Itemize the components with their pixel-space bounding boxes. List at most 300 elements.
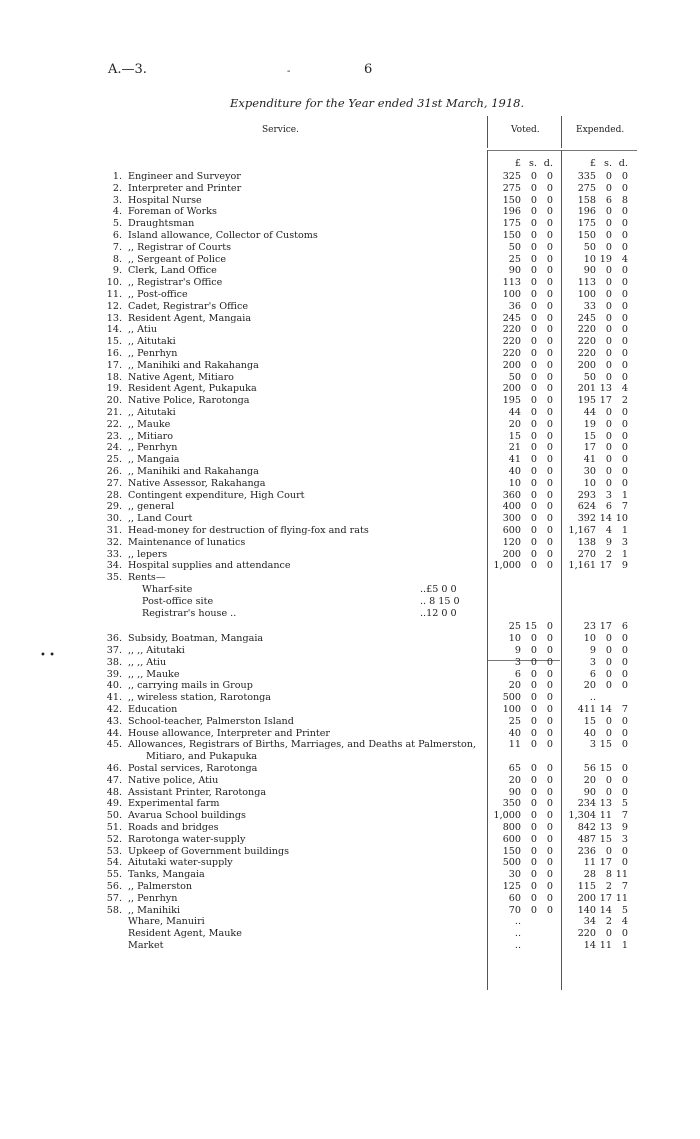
- row-voted-shillings: 0: [530, 904, 537, 916]
- row-voted-pounds: 10: [508, 477, 521, 489]
- row-expended-pounds: 15: [583, 430, 596, 442]
- row-expended-pounds: 34: [583, 916, 596, 928]
- row-expended-pence: 0: [621, 656, 628, 668]
- row-voted-pounds: 6: [514, 668, 521, 680]
- row-expended-pence: 0: [621, 407, 628, 418]
- row-expended-shillings: 0: [605, 715, 612, 727]
- row-voted-pence: 0: [546, 265, 553, 277]
- row-expended-shillings: 0: [605, 336, 612, 348]
- row-voted-pounds: 50: [508, 241, 521, 253]
- row-expended-pounds: 28: [583, 869, 596, 881]
- row-voted-pence: 0: [546, 536, 553, 548]
- row-expended-pounds: 1,161: [568, 560, 596, 572]
- row-voted-pence: 0: [546, 454, 553, 466]
- row-voted-pounds: 220: [502, 324, 521, 336]
- row-voted-pence: 0: [546, 230, 553, 241]
- row-expended-pence: 0: [621, 371, 628, 383]
- row-number: 21.: [106, 407, 122, 418]
- row-service: Cadet, Registrar's Office: [128, 300, 249, 312]
- row-voted-shillings: 0: [530, 786, 537, 798]
- row-expended-pounds: 50: [583, 371, 596, 383]
- row-number: 52.: [106, 833, 122, 845]
- row-service: Head-money for destruction of flying-fox and rats: [128, 525, 369, 536]
- row-voted-pounds: 125: [502, 881, 521, 892]
- row-service: Hospital supplies and attendance: [128, 560, 291, 572]
- row-expended-pence: 8: [621, 194, 628, 206]
- row-voted-shillings: 0: [530, 477, 537, 489]
- row-voted-pounds: 20: [508, 418, 521, 430]
- row-number: 31.: [106, 525, 122, 536]
- row-expended-shillings: 15: [599, 763, 612, 774]
- row-service: Subsidy, Boatman, Mangaia: [128, 633, 264, 645]
- row-voted-shillings: 0: [530, 645, 537, 656]
- row-voted-shillings: 0: [530, 501, 537, 513]
- row-voted-shillings: 0: [530, 371, 537, 383]
- table-title: Expenditure for the Year ended 31st March, 1918.: [230, 96, 525, 110]
- row-voted-shillings: 0: [530, 171, 537, 182]
- row-number: 6.: [112, 230, 122, 241]
- row-voted-pounds: 800: [502, 822, 521, 833]
- row-voted-pounds: 40: [508, 727, 521, 739]
- row-expended-pounds: 9: [589, 645, 596, 656]
- row-number: 20.: [106, 395, 122, 407]
- row-expended-shillings: 0: [605, 645, 612, 656]
- row-voted-pence: 0: [546, 277, 553, 289]
- row-voted-pence: 0: [546, 845, 553, 857]
- row-expended-shillings: 17: [599, 892, 612, 904]
- row-voted-pounds: 100: [502, 289, 521, 300]
- row-voted-pence: 0: [546, 395, 553, 407]
- row-number: 8.: [112, 253, 122, 265]
- column-header-service: Service.: [262, 125, 299, 135]
- row-expended-pounds: 392: [577, 513, 596, 525]
- row-expended-pence: 4: [621, 383, 628, 395]
- row-voted-shillings: 0: [530, 277, 537, 289]
- row-voted-shillings: 0: [530, 548, 537, 560]
- row-expended-shillings: 0: [605, 312, 612, 324]
- row-voted-shillings: 0: [530, 857, 537, 869]
- row-number: 25.: [106, 454, 122, 466]
- row-voted-shillings: 0: [530, 513, 537, 525]
- row-expended-pence: 11: [615, 869, 628, 881]
- row-voted-shillings: 0: [530, 359, 537, 371]
- row-expended-pounds: 14: [583, 940, 596, 951]
- row-expended-pence: 0: [621, 786, 628, 798]
- row-voted-pounds: 20: [508, 774, 521, 786]
- row-expended-pence: 0: [621, 171, 628, 182]
- row-expended-shillings: 0: [605, 265, 612, 277]
- row-expended-shillings: 14: [599, 513, 612, 525]
- row-voted-shillings: 0: [530, 206, 537, 218]
- row-voted-pounds: 9: [514, 645, 521, 656]
- row-number: 27.: [106, 477, 122, 489]
- row-expended-pounds: 1,167: [568, 525, 596, 536]
- row-voted-pounds: 350: [502, 798, 521, 810]
- row-voted-shillings: 0: [530, 265, 537, 277]
- row-expended-pounds: 10: [583, 253, 596, 265]
- row-expended-shillings: 9: [605, 536, 612, 548]
- row-expended-pounds: 487: [577, 833, 596, 845]
- row-expended-pence: 0: [621, 466, 628, 477]
- row-voted-pence: 0: [546, 336, 553, 348]
- row-service: Allowances, Registrars of Births, Marriages, and Deaths at Palmerston,: [128, 739, 477, 751]
- row-expended-shillings: 14: [599, 704, 612, 715]
- row-number: 10.: [106, 277, 122, 289]
- row-expended-shillings: 14: [599, 904, 612, 916]
- row-expended-pounds: 40: [583, 727, 596, 739]
- row-voted-shillings: 0: [530, 810, 537, 822]
- row-number: 36.: [106, 633, 122, 645]
- row-voted-pounds: 150: [502, 230, 521, 241]
- row-expended-pounds: 6: [589, 668, 596, 680]
- row-service: ,, ,, Atiu: [128, 656, 167, 668]
- row-voted-pounds: 15: [508, 430, 521, 442]
- row-voted-pence: 0: [546, 477, 553, 489]
- row-voted-shillings: 0: [530, 253, 537, 265]
- row-expended-shillings: 0: [605, 241, 612, 253]
- row-voted-pence: 0: [546, 241, 553, 253]
- row-voted-pounds: 200: [502, 548, 521, 560]
- row-voted-pounds: 196: [502, 206, 521, 218]
- row-voted-pounds: ..: [514, 916, 521, 928]
- rents-total-voted-pence: 0: [546, 621, 553, 633]
- row-expended-pence: 11: [615, 892, 628, 904]
- row-voted-pounds: 500: [502, 857, 521, 869]
- row-expended-pence: 7: [621, 704, 628, 715]
- rule-header-bottom: [487, 150, 637, 151]
- row-service: Native police, Atiu: [128, 774, 219, 786]
- row-voted-pence: 0: [546, 822, 553, 833]
- row-number: 45.: [106, 739, 122, 751]
- row-expended-pounds: 245: [577, 312, 596, 324]
- row-voted-pence: 0: [546, 312, 553, 324]
- row-expended-pence: 0: [621, 845, 628, 857]
- row-voted-shillings: 0: [530, 324, 537, 336]
- row-expended-pence: 7: [621, 501, 628, 513]
- row-expended-pounds: 90: [583, 265, 596, 277]
- row-expended-pounds: 41: [583, 454, 596, 466]
- row-expended-shillings: 17: [599, 857, 612, 869]
- row-expended-shillings: 0: [605, 371, 612, 383]
- stray-mark: • •: [40, 650, 55, 661]
- row-voted-shillings: 0: [530, 194, 537, 206]
- row-service: ,, general: [128, 501, 175, 513]
- row-expended-pounds: 20: [583, 680, 596, 692]
- row-expended-shillings: 17: [599, 560, 612, 572]
- row-expended-pounds: 44: [583, 407, 596, 418]
- row-number: 7.: [112, 241, 122, 253]
- rents-total-expended-shillings: 17: [599, 621, 612, 633]
- row-voted-pence: 0: [546, 892, 553, 904]
- row-expended-pence: 0: [621, 265, 628, 277]
- row-voted-pounds: 25: [508, 715, 521, 727]
- row-number: 14.: [106, 324, 122, 336]
- row-expended-pounds: 20: [583, 774, 596, 786]
- row-voted-pounds: 25: [508, 253, 521, 265]
- row-expended-shillings: 13: [599, 798, 612, 810]
- row-voted-pence: 0: [546, 645, 553, 656]
- row-voted-pounds: 1,000: [493, 810, 521, 822]
- row-voted-shillings: 0: [530, 395, 537, 407]
- row-voted-pence: 0: [546, 171, 553, 182]
- row-expended-shillings: 0: [605, 289, 612, 300]
- row-expended-shillings: 0: [605, 300, 612, 312]
- row-service: Foreman of Works: [128, 206, 217, 218]
- row-voted-pence: 0: [546, 489, 553, 501]
- rule-top-expended: [561, 116, 562, 148]
- row-service: Resident Agent, Mangaia: [128, 312, 252, 324]
- row-expended-pounds: 150: [577, 230, 596, 241]
- row-voted-pence: 0: [546, 182, 553, 194]
- row-voted-pounds: 41: [508, 454, 521, 466]
- row-voted-shillings: 0: [530, 692, 537, 704]
- row-voted-pence: 0: [546, 513, 553, 525]
- row-expended-pence: 0: [621, 774, 628, 786]
- row-voted-pence: 0: [546, 833, 553, 845]
- row-expended-shillings: 0: [605, 324, 612, 336]
- row-number: 4.: [112, 206, 122, 218]
- row-number: 55.: [106, 869, 122, 881]
- column-header-voted: Voted.: [511, 125, 540, 135]
- row-service: Maintenance of lunatics: [128, 536, 246, 548]
- row-voted-pounds: 600: [502, 833, 521, 845]
- row-voted-pence: 0: [546, 348, 553, 359]
- row-voted-pounds: 150: [502, 845, 521, 857]
- row-expended-pence: 1: [621, 940, 628, 951]
- row-voted-shillings: 0: [530, 300, 537, 312]
- row-voted-shillings: 0: [530, 704, 537, 715]
- row-voted-shillings: 0: [530, 407, 537, 418]
- row-expended-shillings: 15: [599, 739, 612, 751]
- row-voted-pounds: 40: [508, 466, 521, 477]
- row-service: ,, ,, Aitutaki: [128, 645, 185, 656]
- row-service: Native Assessor, Rakahanga: [128, 477, 266, 489]
- row-expended-pence: 0: [621, 727, 628, 739]
- row-voted-shillings: 0: [530, 218, 537, 230]
- row-expended-shillings: 0: [605, 727, 612, 739]
- column-header-expended: Expended.: [576, 125, 625, 135]
- row-number: 16.: [106, 348, 122, 359]
- row-voted-shillings: 0: [530, 442, 537, 454]
- row-expended-pounds: 196: [577, 206, 596, 218]
- row-expended-pounds: 10: [583, 633, 596, 645]
- row-voted-shillings: 0: [530, 430, 537, 442]
- row-voted-pence: 0: [546, 668, 553, 680]
- row-voted-pence: 0: [546, 218, 553, 230]
- currency-voted-pence: d.: [543, 158, 553, 169]
- row-expended-pence: 0: [621, 277, 628, 289]
- row-voted-shillings: 0: [530, 560, 537, 572]
- row-expended-shillings: 2: [605, 548, 612, 560]
- row-expended-pence: 0: [621, 418, 628, 430]
- row-service: Rarotonga water-supply: [128, 833, 246, 845]
- row-voted-pence: 0: [546, 300, 553, 312]
- row-expended-pounds: ..: [589, 692, 596, 704]
- row-expended-shillings: 4: [605, 525, 612, 536]
- row-expended-pounds: 10: [583, 477, 596, 489]
- row-voted-shillings: 0: [530, 798, 537, 810]
- row-voted-pence: 0: [546, 739, 553, 751]
- row-voted-pence: 0: [546, 704, 553, 715]
- row-expended-shillings: 3: [605, 489, 612, 501]
- row-number: 47.: [106, 774, 122, 786]
- row-expended-pence: 0: [621, 477, 628, 489]
- row-service: ,, ,, Mauke: [128, 668, 180, 680]
- row-voted-shillings: 0: [530, 727, 537, 739]
- row-number: 44.: [106, 727, 122, 739]
- row-voted-pounds: 200: [502, 383, 521, 395]
- row-expended-shillings: 0: [605, 845, 612, 857]
- row-voted-pence: 0: [546, 371, 553, 383]
- row-service: Clerk, Land Office: [128, 265, 217, 277]
- row-voted-shillings: 0: [530, 289, 537, 300]
- row-expended-pence: 1: [621, 489, 628, 501]
- row-service: ,, Penrhyn: [128, 348, 178, 359]
- row-expended-pounds: 30: [583, 466, 596, 477]
- row-number: 56.: [106, 881, 122, 892]
- row-service: Native Agent, Mitiaro: [128, 371, 234, 383]
- row-service: ,, Aitutaki: [128, 336, 176, 348]
- row-number: 15.: [106, 336, 122, 348]
- row-expended-pounds: 3: [589, 656, 596, 668]
- row-voted-shillings: 0: [530, 241, 537, 253]
- page-number: 6: [364, 62, 373, 77]
- row-voted-pounds: 36: [508, 300, 521, 312]
- row-number: 22.: [106, 418, 122, 430]
- row-voted-pence: 0: [546, 810, 553, 822]
- row-voted-pounds: 220: [502, 348, 521, 359]
- row-expended-shillings: 6: [605, 194, 612, 206]
- row-voted-pence: 0: [546, 359, 553, 371]
- row-service: Upkeep of Government buildings: [128, 845, 290, 857]
- row-number: 3.: [112, 194, 122, 206]
- row-voted-pounds: 500: [502, 692, 521, 704]
- row-service: Contingent expenditure, High Court: [128, 489, 305, 501]
- row-voted-shillings: 0: [530, 454, 537, 466]
- rents-total-voted-pounds: 25: [508, 621, 521, 633]
- row-voted-pence: 0: [546, 727, 553, 739]
- row-number: 23.: [106, 430, 122, 442]
- row-expended-shillings: 11: [599, 940, 612, 951]
- row-expended-shillings: 0: [605, 477, 612, 489]
- row-expended-pence: 4: [621, 253, 628, 265]
- row-service: ,, Aitutaki: [128, 407, 176, 418]
- row-expended-pence: 3: [621, 536, 628, 548]
- row-service: Island allowance, Collector of Customs: [128, 230, 318, 241]
- row-voted-pounds: 113: [502, 277, 521, 289]
- row-voted-pence: 0: [546, 289, 553, 300]
- row-voted-pounds: 90: [508, 265, 521, 277]
- row-expended-pounds: 100: [577, 289, 596, 300]
- row-voted-pounds: 150: [502, 194, 521, 206]
- row-expended-shillings: 0: [605, 230, 612, 241]
- row-voted-pounds: 245: [502, 312, 521, 324]
- row-number: 28.: [106, 489, 122, 501]
- row-voted-shillings: 0: [530, 869, 537, 881]
- row-voted-pence: 0: [546, 692, 553, 704]
- currency-expended-shillings: s.: [604, 158, 612, 169]
- row-number: 29.: [106, 501, 122, 513]
- row-voted-pence: 0: [546, 680, 553, 692]
- row-voted-pounds: 44: [508, 407, 521, 418]
- row-voted-shillings: 0: [530, 822, 537, 833]
- row-expended-pence: 0: [621, 324, 628, 336]
- row-expended-pounds: 33: [583, 300, 596, 312]
- row-expended-pence: 0: [621, 739, 628, 751]
- row-expended-pence: 0: [621, 289, 628, 300]
- row-expended-shillings: 0: [605, 442, 612, 454]
- row-expended-pounds: 842: [577, 822, 596, 833]
- row-voted-pounds: 600: [502, 525, 521, 536]
- row-voted-shillings: 0: [530, 881, 537, 892]
- row-voted-pence: 0: [546, 253, 553, 265]
- row-expended-pence: 5: [621, 798, 628, 810]
- row-service: ,, Manihiki: [128, 904, 181, 916]
- row-voted-shillings: 0: [530, 489, 537, 501]
- currency-expended-pounds: £: [589, 158, 596, 169]
- row-expended-pence: 0: [621, 218, 628, 230]
- row-number: 12.: [106, 300, 122, 312]
- row-expended-shillings: 0: [605, 466, 612, 477]
- row-voted-pounds: 175: [502, 218, 521, 230]
- row-expended-pence: 0: [621, 715, 628, 727]
- row-expended-shillings: 15: [599, 833, 612, 845]
- row-voted-pence: 0: [546, 786, 553, 798]
- row-voted-shillings: 0: [530, 536, 537, 548]
- row-expended-pounds: 200: [577, 892, 596, 904]
- row-service: ,, Atiu: [128, 324, 158, 336]
- row-voted-pence: 0: [546, 430, 553, 442]
- row-number: 38.: [106, 656, 122, 668]
- row-expended-pence: 0: [621, 928, 628, 940]
- row-expended-pence: 7: [621, 881, 628, 892]
- row-voted-pence: 0: [546, 194, 553, 206]
- row-number: 49.: [106, 798, 122, 810]
- row-voted-pounds: 10: [508, 633, 521, 645]
- row-voted-pounds: 100: [502, 704, 521, 715]
- row-expended-pounds: 624: [577, 501, 596, 513]
- row-expended-pence: 0: [621, 430, 628, 442]
- row-expended-shillings: 0: [605, 786, 612, 798]
- row-expended-pounds: 56: [583, 763, 596, 774]
- row-service: Resident Agent, Pukapuka: [128, 383, 257, 395]
- row-expended-shillings: 0: [605, 218, 612, 230]
- row-voted-shillings: 0: [530, 833, 537, 845]
- row-voted-pounds: 220: [502, 336, 521, 348]
- row-number: 37.: [106, 645, 122, 656]
- row-service: Whare, Manuiri: [128, 916, 205, 928]
- row-expended-pence: 4: [621, 916, 628, 928]
- row-expended-pounds: 140: [577, 904, 596, 916]
- row-service: ,, Registrar's Office: [128, 277, 223, 289]
- row-expended-shillings: 0: [605, 277, 612, 289]
- row-service: ,, Sergeant of Police: [128, 253, 227, 265]
- row-expended-pounds: 175: [577, 218, 596, 230]
- row-voted-shillings: 0: [530, 680, 537, 692]
- row-service: ,, Mauke: [128, 418, 171, 430]
- row-service: Draughtsman: [128, 218, 195, 230]
- row-expended-pence: 0: [621, 454, 628, 466]
- row-expended-shillings: 17: [599, 395, 612, 407]
- row-service: Assistant Printer, Rarotonga: [128, 786, 267, 798]
- row-expended-shillings: 13: [599, 383, 612, 395]
- row-number: 9.: [112, 265, 122, 277]
- row-voted-shillings: 0: [530, 715, 537, 727]
- row-number: 18.: [106, 371, 122, 383]
- row-expended-pence: 0: [621, 348, 628, 359]
- row-expended-pence: 0: [621, 300, 628, 312]
- row-number: 41.: [106, 692, 122, 704]
